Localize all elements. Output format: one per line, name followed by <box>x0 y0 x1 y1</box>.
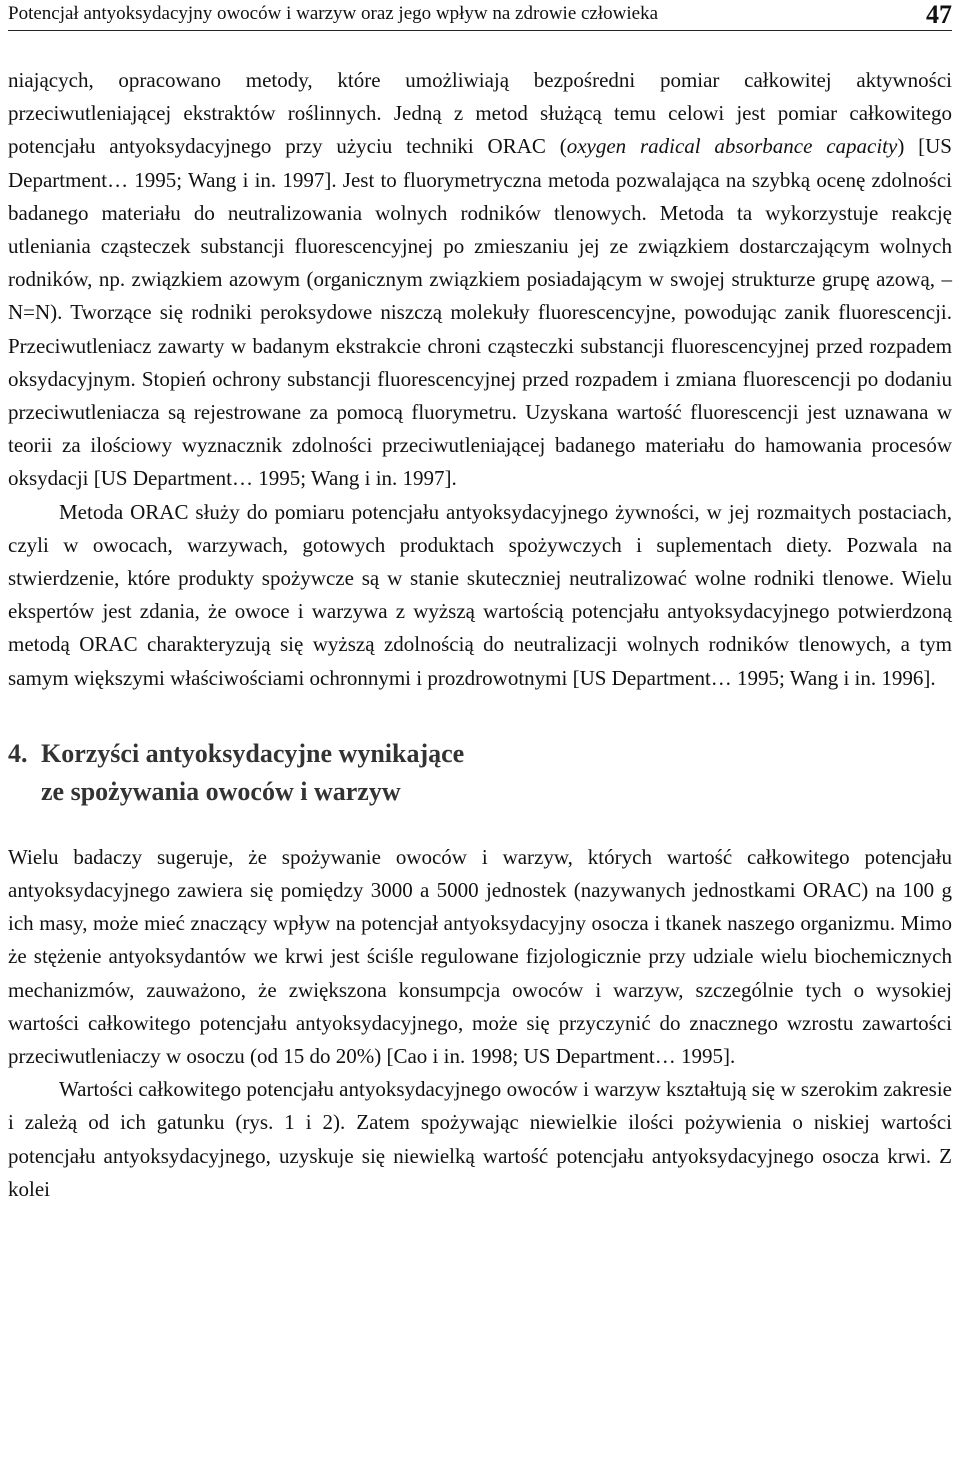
text-run: niających, opracowano metody, które umożliwiają bezpośredni pomiar całkowitej aktywności przeciwutleniającej ekstraktów roślinnych. Jedną z metod służącą temu celowi jest pomiar całkowitego potencjału antyoksydacyjnego przy użyciu techniki ORAC ( <box>8 68 952 159</box>
section-title-line2: ze spożywania owoców i warzyw <box>41 776 401 806</box>
text-run: ) [US Department… 1995; Wang i in. 1997]. Jest to fluorymetryczna metoda pozwalająca na szybką ocenę zdolności badanego materiału do neutralizowania wolnych rodników tlenowych. Metoda ta wykorzystuje reakcję utleniania cząsteczek substancji fluorescencyjnej po zmieszaniu jej ze związkiem dostarczającym wolnych rodników, np. związkiem azowym (organicznym związkiem posiadającym w swojej strukturze grupę azową, –N=N). Tworzące się rodniki peroksydowe niszczą molekuły fluorescencyjne, powodując zanik fluorescencji. Przeciwutleniacz zawarty w badanym ekstrakcie chroni cząsteczki substancji fluorescencyjnej przed rozpadem oksydacyjnym. Stopień ochrony substancji fluorescencyjnej przed rozpadem i zmiana fluorescencji po dodaniu przeciwutleniacza są rejestrowane za pomocą fluorymetru. Uzyskana wartość fluorescencji jest uznawana w teorii za ilościowy wyznacznik zdolności przeciwutleniającej badanego materiału do hamowania procesów oksydacji [US Department… 1995; Wang i in. 1997]. <box>8 134 952 491</box>
section-number: 4. <box>8 738 28 768</box>
text-run: Metoda ORAC służy do pomiaru potencjału antyoksydacyjnego żywności, w jej rozmaitych postaciach, czyli w owocach, warzywach, gotowych produktach spożywczych i suplementach diety. Pozwala na stwierdzenie, które produkty spożywcze są w stanie skuteczniej neutralizować wolne rodniki tlenowe. Wielu ekspertów jest zdania, że owoce i warzywa z wyższą wartością potencjału antyoksydacyjnego potwierdzoną metodą ORAC charakteryzują się wyższą zdolnością do neutralizacji wolnych rodników tlenowych, a tym samym większymi właściwościami ochronnymi i prozdrowotnymi [US Department… 1995; Wang i in. 1996]. <box>8 499 952 690</box>
running-header <box>8 0 952 31</box>
text-run: Wartości całkowitego potencjału antyoksydacyjnego owoców i warzyw kształtują się w szerokim zakresie i zależą od ich gatunku (rys. 1 i 2). Zatem spożywając niewielkie ilości pożywienia o niskiej wartości potencjału antyoksydacyjnego, uzyskuje się niewielką wartość potencjału antyoksydacyjnego osocza krwi. Z kolei <box>8 1077 952 1201</box>
section-heading <box>8 735 952 811</box>
paragraph <box>8 1073 952 1206</box>
main-text <box>8 64 952 1206</box>
paragraph <box>8 64 952 496</box>
paragraph <box>8 841 952 1073</box>
page-number: 47 <box>926 0 952 29</box>
text-run: Wielu badaczy sugeruje, że spożywanie owoców i warzyw, których wartość całkowitego potencjału antyoksydacyjnego zawiera się pomiędzy 3000 a 5000 jednostek (nazywanych jednostkami ORAC) na 100 g ich masy, może mieć znaczący wpływ na potencjał antyoksydacyjny osocza i tkanek naszego organizmu. Mimo że stężenie antyoksydantów we krwi jest ściśle regulowane fizjologicznie przy udziale wielu biochemicznych mechanizmów, zauważono, że zwiększona konsumpcja owoców i warzyw, szczególnie tych o wysokiej wartości całkowitego potencjału antyoksydacyjnego, może się przyczynić do znacznego wzrostu zawartości przeciwutleniaczy w osoczu (od 15 do 20%) [Cao i in. 1998; US Department… 1995]. <box>8 844 952 1069</box>
text-run-italic: oxygen radical absorbance capacity <box>566 134 898 159</box>
paragraph <box>8 496 952 695</box>
section-title-line1: Korzyści antyoksydacyjne wynikające <box>41 738 465 768</box>
running-title: Potencjał antyoksydacyjny owoców i warzyw oraz jego wpływ na zdrowie człowieka <box>8 3 659 24</box>
